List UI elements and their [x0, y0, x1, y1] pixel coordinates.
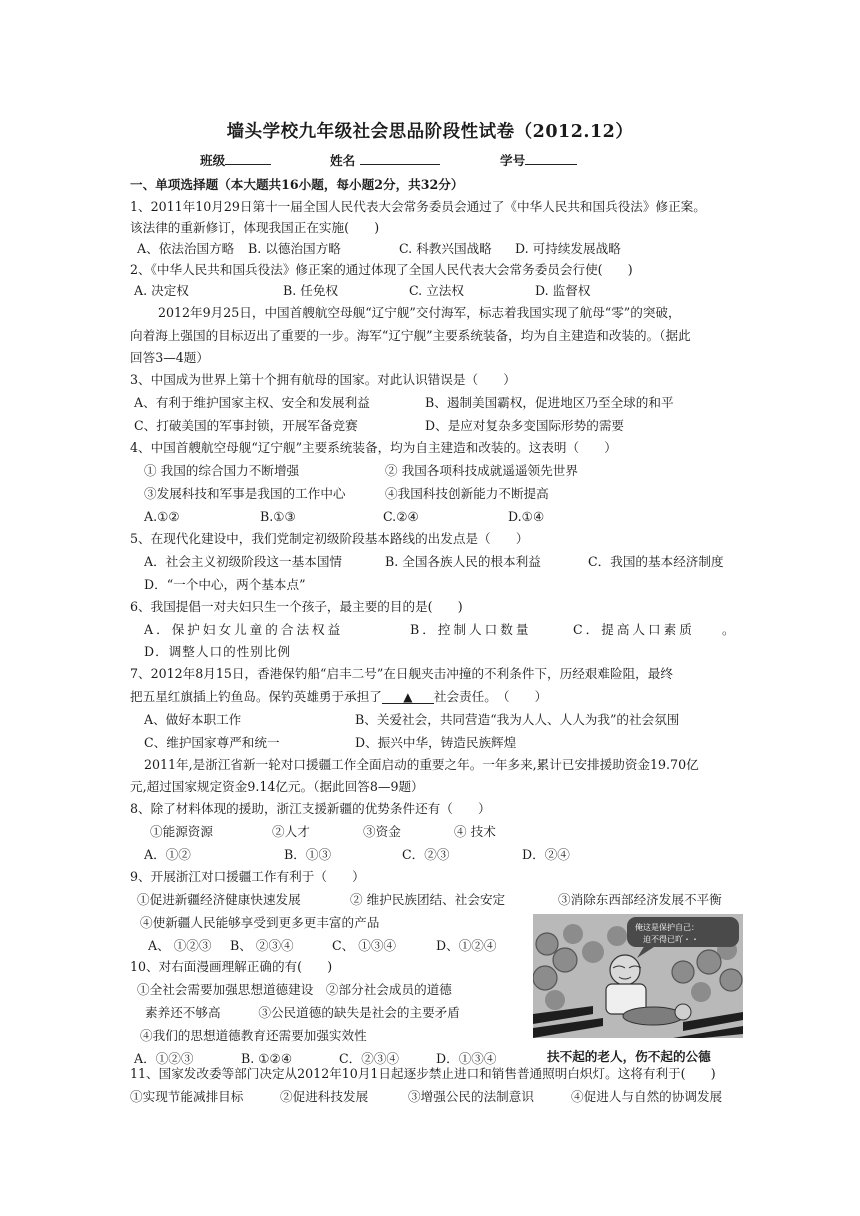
name-label: 姓名: [330, 153, 356, 168]
class-field: [200, 152, 271, 169]
q4-option-a: A.①②: [144, 509, 180, 524]
q1-option-c: C. 科教兴国战略: [399, 241, 492, 256]
q3-stem: 3、中国成为世界上第十个拥有航母的国家。对此认识错误是（ ）: [130, 372, 516, 387]
passage-1: 2012年9月25日，中国首艘航空母舰“辽宁舰”交付海军，标志着我国实现了航母“零”的突破，: [158, 305, 681, 320]
section-heading: 一、单项选择题（本大题共16小题，每小题2分，共32分）: [130, 177, 464, 192]
q7-option-b: B、关爱社会，共同营造“我为人人、人人为我”的社会氛围: [355, 712, 680, 727]
q10-item-2-3: 素养还不够高 ③公民道德的缺失是社会的主要矛盾: [145, 1005, 460, 1020]
q4-item-2: ② 我国各项科技成就遥遥领先世界: [385, 463, 578, 478]
q11-item-2: ②促进科技发展: [280, 1089, 369, 1104]
name-blank: [360, 152, 440, 165]
q5-stem: 5、在现代化建设中，我们党制定初级阶段基本路线的出发点是（ ）: [130, 531, 529, 546]
q10-option-b: B. ①②④: [241, 1051, 293, 1066]
q1-option-b: B. 以德治国方略: [248, 241, 341, 256]
q8-stem: 8、除了材料体现的援助，浙江支援新疆的优势条件还有（ ）: [130, 801, 491, 816]
q10-option-a: A．①②③: [134, 1051, 194, 1066]
q4-option-d: D.①④: [508, 509, 545, 524]
q10-option-d: D．①③④: [436, 1051, 497, 1066]
q9-option-b: B、 ②③④: [230, 938, 294, 953]
q4-item-1: ① 我国的综合国力不断增强: [144, 463, 300, 478]
cartoon-image: [533, 914, 743, 1038]
q3-option-b: B、遏制美国霸权，促进地区乃至全球的和平: [425, 395, 674, 410]
q2-stem: 2、《中华人民共和国兵役法》修正案的通过体现了全国人民代表大会常务委员会行使( ): [130, 262, 633, 277]
q6-option-d: D．调整人口的性别比例: [144, 644, 292, 659]
q2-option-c: C. 立法权: [409, 283, 464, 298]
bubble-text-2: 迫不得已吖・・: [643, 935, 699, 944]
q4-stem: 4、中国首艘航空母舰“辽宁舰”主要系统装备，均为自主建造和改装的。这表明（ ）: [130, 440, 617, 455]
q11-item-4: ④促进人与自然的协调发展: [571, 1089, 723, 1104]
exam-title: 墙头学校九年级社会思品阶段性试卷（2012.12）: [226, 122, 634, 142]
q6-option-c: C．提高人口素质: [573, 622, 695, 637]
q9-item-4: ④使新疆人民能够享受到更多更丰富的产品: [140, 915, 380, 930]
q7-stem: 7、2012年8月15日，香港保钓船“启丰二号”在日舰夹击冲撞的不利条件下，历经艰难险阻，最终: [130, 666, 673, 681]
q8-option-d: D．②④: [522, 847, 570, 862]
q2-option-d: D. 监督权: [535, 283, 591, 298]
class-label: 班级: [200, 153, 226, 168]
q6-stem: 6、我国提倡一对夫妇只生一个孩子，最主要的目的是( ): [130, 599, 463, 614]
q10-item-1-2: ①全社会需要加强思想道德建设 ②部分社会成员的道德: [137, 982, 452, 997]
q9-item-2: ② 维护民族团结、社会安定: [350, 892, 506, 907]
q7-option-d: D、振兴中华，铸造民族辉煌: [355, 735, 517, 750]
q11-stem: 11、国家发改委等部门决定从2012年10月1日起逐步禁止进口和销售普通照明白炽灯。这将有利于( ): [130, 1066, 716, 1081]
q1-option-a: A、依法治国方略: [137, 241, 235, 256]
id-blank: [525, 152, 577, 165]
bubble-text-1: 俺这是保护自己：: [635, 923, 699, 932]
q11-item-1: ①实现节能减排目标: [130, 1089, 244, 1104]
name-field: [330, 152, 440, 169]
q2-option-b: B. 任免权: [283, 283, 339, 298]
q8-option-a: A．①②: [144, 847, 191, 862]
q10-item-4: ④我们的思想道德教育还需要加强实效性: [140, 1028, 367, 1043]
cartoon-caption: 扶不起的老人，伤不起的公德: [547, 1049, 711, 1064]
student-id-field: [500, 152, 577, 169]
q9-stem: 9、开展浙江对口援疆工作有利于（ ）: [130, 869, 365, 884]
passage-1-cont: 向着海上强国的目标迈出了重要的一步。海军“辽宁舰”主要系统装备，均为自主建造和改装的。（据此: [130, 328, 691, 343]
q8-item-2: ②人才: [272, 824, 310, 839]
q4-option-c: C.②④: [383, 509, 419, 524]
q10-stem: 10、对右面漫画理解正确的有( ): [130, 959, 333, 974]
q1-stem: 1、2011年10月29日第十一届全国人民代表大会常务委员会通过了《中华人民共和国兵役法》修正案。: [130, 199, 706, 214]
q4-item-3: ③发展科技和军事是我国的工作中心: [144, 486, 346, 501]
q5-option-c: C．我国的基本经济制度: [588, 554, 724, 569]
q8-item-3: ③资金: [363, 824, 401, 839]
q8-option-c: C．②③: [402, 847, 450, 862]
passage-2: 2011年,是浙江省新一轮对口援疆工作全面启动的重要之年。一年多来,累计已安排援助资金19.70亿: [144, 757, 699, 772]
q7-stem-part2: 社会责任。 （ ）: [433, 689, 548, 704]
q1-stem-cont: 该法律的重新修订，体现我国正在实施( ): [130, 220, 380, 235]
q7-stem-part1: 把五星红旗插上钓鱼岛。保钓英雄勇于承担了: [130, 689, 382, 704]
id-label: 学号: [500, 153, 526, 168]
q5-option-b: B. 全国各族人民的根本利益: [385, 554, 541, 569]
q9-option-d: D、①②④: [436, 938, 497, 953]
q2-option-a: A. 决定权: [134, 283, 189, 298]
passage-1-cont2: 回答3—4题）: [130, 350, 209, 365]
q8-item-4: ④ 技术: [454, 824, 496, 839]
q5-option-d: D．“一个中心，两个基本点”: [144, 577, 306, 592]
blank-triangle-marker: ▲: [403, 690, 413, 704]
q6-option-b: B．控制人口数量: [410, 622, 532, 637]
q9-option-a: A、 ①②③: [148, 938, 212, 953]
q3-option-a: A、有利于维护国家主权、安全和发展利益: [134, 395, 370, 410]
q8-item-1: ①能源资源: [150, 824, 213, 839]
q9-item-3: ③消除东西部经济发展不平衡: [558, 892, 722, 907]
q7-option-c: C、维护国家尊严和统一: [144, 735, 280, 750]
q5-option-a: A．社会主义初级阶段这一基本国情: [144, 554, 343, 569]
q7-option-a: A、做好本职工作: [144, 712, 242, 727]
q9-item-1: ①促进新疆经济健康快速发展: [137, 892, 301, 907]
q3-option-c: C、打破美国的军事封锁，开展军备竞赛: [134, 418, 358, 433]
q3-option-d: D、是应对复杂多变国际形势的需要: [425, 418, 625, 433]
passage-2-cont: 元,超过国家规定资金9.14亿元。（据此回答8—9题）: [130, 779, 424, 794]
q9-option-c: C、 ①③④: [332, 938, 397, 953]
q7-stem-cont: [130, 688, 547, 705]
q7-answer-blank: [382, 691, 434, 704]
q8-option-b: B．①③: [284, 847, 332, 862]
q4-item-4: ④我国科技创新能力不断提高: [385, 486, 549, 501]
q11-item-3: ③增强公民的法制意识: [408, 1089, 534, 1104]
q6-option-a: A．保护妇女儿童的合法权益: [144, 622, 344, 637]
q6-trailing-mark: 。: [722, 622, 735, 637]
q4-option-b: B.①③: [260, 509, 296, 524]
q10-option-c: C．②③④: [339, 1051, 400, 1066]
class-blank: [225, 152, 271, 165]
q1-option-d: D. 可持续发展战略: [515, 241, 621, 256]
